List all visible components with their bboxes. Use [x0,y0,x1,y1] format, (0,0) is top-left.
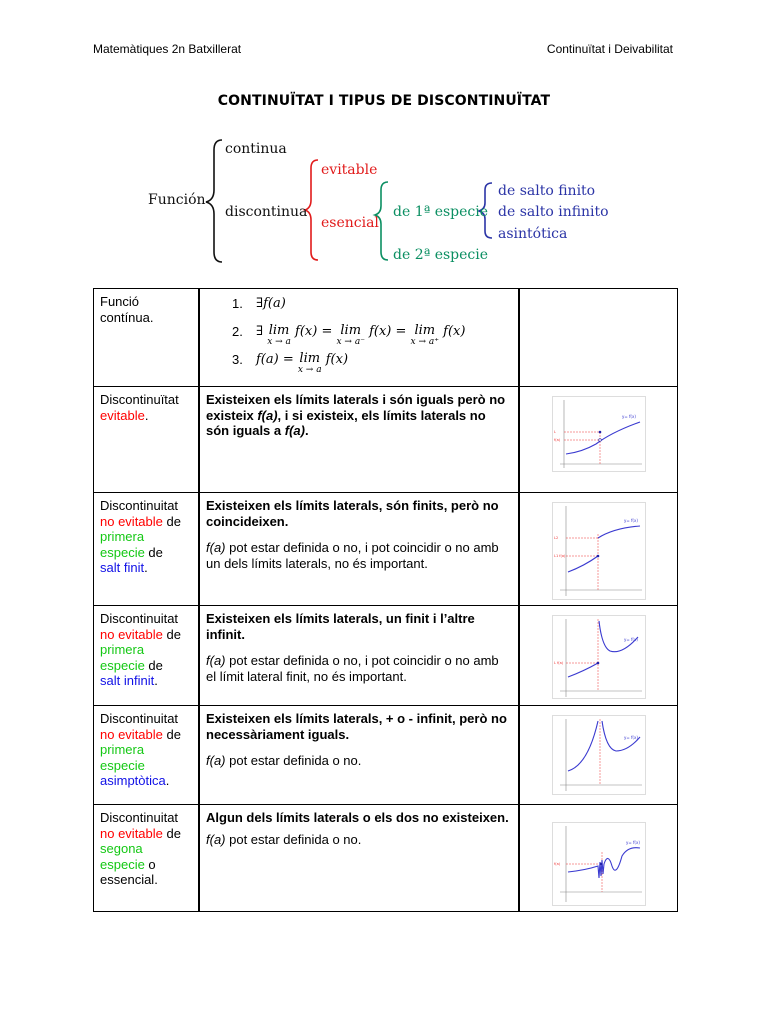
row-description: Existeixen els límits laterals, + o - infinit, però no necessàriament iguals. f(a) pot estar definida o no. [199,706,519,805]
table-row [94,387,678,493]
table-row [94,805,678,912]
document-title: CONTINUÏTAT I TIPUS DE DISCONTINUÏTAT [217,93,551,109]
row-label: Discontinuitat no evitable de primera especie asimptòtica. [94,706,200,805]
row-label: Discontinuitat no evitable de primera especie de salt infinit. [94,606,200,706]
condition-3: 3. f(a) = lim x → a f(x) [232,351,349,375]
scheme-esencial: esencial [321,215,379,231]
graph-tick-label: f(a) [553,438,560,442]
scheme-asintotica: asintótica [498,226,568,242]
graph-cell [519,805,678,912]
header-left: Matemàtiques 2n Batxillerat [93,42,242,56]
condition-1: 1. ∃f(a) [232,296,286,311]
table-row [94,606,678,706]
row-label: Discontinuitat no evitable de segona especie o essencial. [94,805,200,912]
scheme-braces [140,130,640,270]
graph-label: y= f(x) [621,414,636,419]
graph-cell [519,706,678,805]
graph-infinite-jump [552,615,646,699]
brace-function [206,140,222,262]
scheme-segunda: de 2ª especie [393,247,489,263]
graph-tick-label: L [553,430,556,434]
scheme-funcion: Función [148,192,206,208]
graph-cell [519,606,678,706]
scheme-salto-infinito: de salto infinito [498,204,609,220]
row-description: Existeixen els límits laterals i són iguals però no existeix f(a), i si existeix, els límits laterals no són iguals a f(a). [199,387,519,493]
graph-cell [519,387,678,493]
graph-tick-label: L2 [553,536,558,540]
graph-label: y= f(x) [623,518,638,523]
scheme-evitable: evitable [321,162,378,178]
graph-label: y= f(x) [623,637,638,642]
table-row [94,706,678,805]
graph-tick-label: L f(a) [553,661,563,665]
graph-cell-empty [519,289,678,387]
graph-tick-label: f(a) [553,862,560,866]
scheme-primera: de 1ª especie [393,204,489,220]
graph-removable-discontinuity [552,396,646,472]
graph-finite-jump [552,502,646,600]
table-row [94,493,678,606]
row-label: Discontinuitat no evitable de primera especie de salt finit. [94,493,200,606]
scheme-salto-finito: de salto finito [498,183,596,199]
row-description: Existeixen els límits laterals, són finits, però no coincideixen. f(a) pot estar definida o no, i pot coincidir o no amb un dels límits laterals, no és important. [199,493,519,606]
classification-scheme [140,130,640,270]
row-label: Funció contínua. [94,289,200,387]
scheme-discontinua: discontinua [225,204,308,220]
graph-asymptotic [552,715,646,795]
table-row [94,289,678,387]
graph-label: y= f(x) [623,735,638,740]
graph-label: y= f(x) [625,840,640,845]
row-description: Algun dels límits laterals o els dos no existeixen. f(a) pot estar definida o no. [199,805,519,912]
discontinuity-table [93,288,678,912]
row-label: Discontinuïtat evitable. [94,387,200,493]
graph-tick-label: L1 f(a) [553,554,565,558]
scheme-continua: continua [225,141,287,157]
graph-cell [519,493,678,606]
continuity-conditions [199,289,519,387]
condition-2: 2. ∃ lim x → a f(x) = lim x → a⁻ f(x) = lim x → a⁺ f(x) [232,323,466,347]
header-right: Continuïtat i Deivabilitat [546,42,673,56]
graph-essential [552,822,646,906]
row-description: Existeixen els límits laterals, un finit i l’altre infinit. f(a) pot estar definida o no, i pot coincidir o no amb el límit lateral finit, no és important. [199,606,519,706]
